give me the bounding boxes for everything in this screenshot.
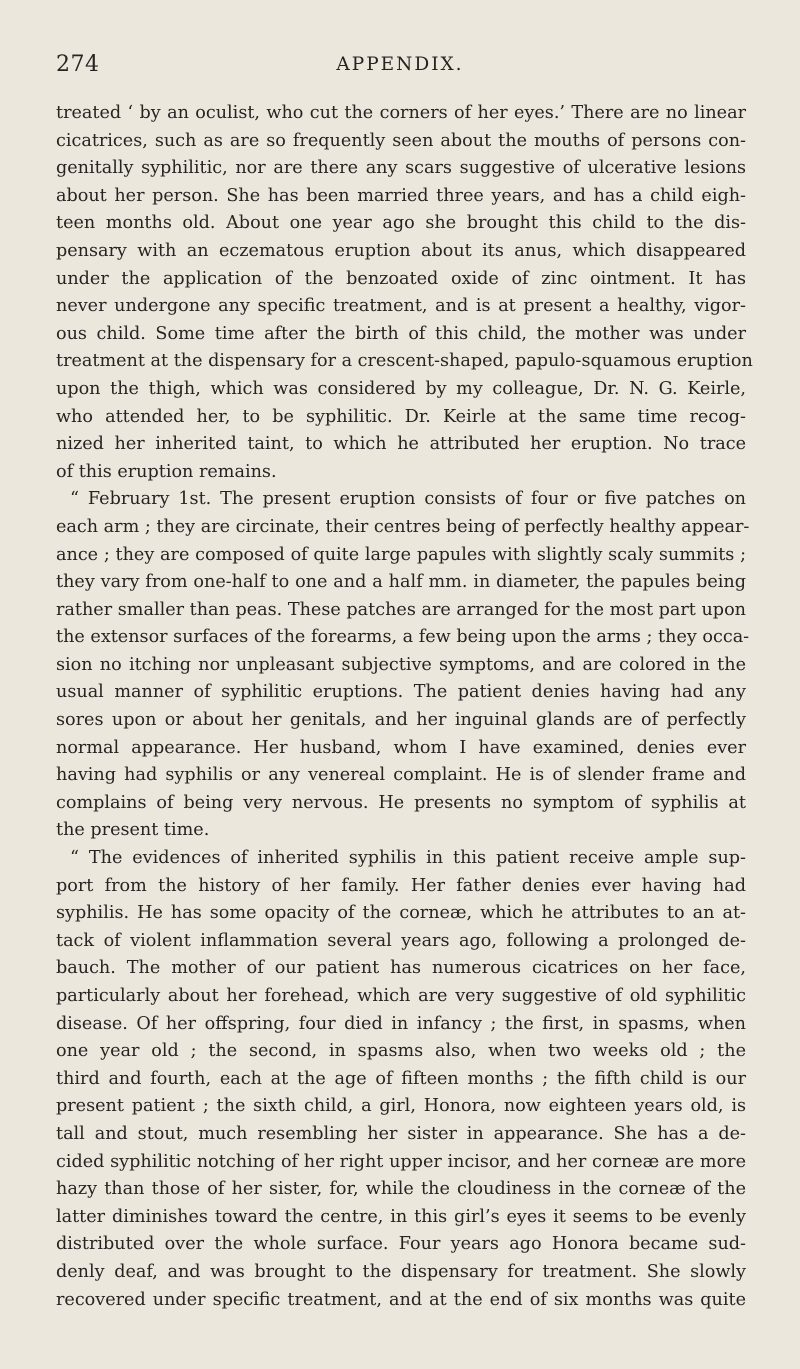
paragraph-end-line: the present time. <box>56 820 210 841</box>
text-line: having had syphilis or any venereal complaint. He is of slender frame and <box>56 765 746 786</box>
text-line: port from the history of her family. Her father denies ever having had <box>56 875 746 896</box>
text-line: particularly about her forehead, which are very suggestive of old syphilitic <box>56 986 746 1006</box>
text-line: treatment at the dispensary for a crescent-shaped, papulo-squamous eruption <box>56 351 753 372</box>
text-line: distributed over the whole surface. Four years ago Honora became sud- <box>56 1234 746 1255</box>
text-line: syphilis. He has some opacity of the corneæ, which he attributes to an at- <box>56 903 746 924</box>
text-line: teen months old. About one year ago she brought this child to the dis- <box>56 213 746 234</box>
text-line: about her person. She has been married three years, and has a child eigh- <box>56 185 746 206</box>
text-line: who attended her, to be syphilitic. Dr. Keirle at the same time recog- <box>56 406 746 427</box>
paragraph-start-line: “ The evidences of inherited syphilis in this patient receive ample sup- <box>70 848 746 869</box>
text-line: present patient ; the sixth child, a girl, Honora, now eighteen years old, is <box>56 1096 746 1117</box>
text-line: disease. Of her offspring, four died in infancy ; the first, in spasms, when <box>56 1013 746 1034</box>
text-line: rather smaller than peas. These patches are arranged for the most part upon <box>56 599 746 620</box>
text-line: pensary with an eczematous eruption about its anus, which disappeared <box>56 240 746 261</box>
paragraph-end-line: of this eruption remains. <box>56 461 277 482</box>
text-line: one year old ; the second, in spasms also, when two weeks old ; the <box>56 1041 746 1062</box>
text-line: usual manner of syphilitic eruptions. The patient denies having had any <box>56 682 746 703</box>
paragraph-start-line: “ February 1st. The present eruption consists of four or five patches on <box>70 489 746 510</box>
text-line: tack of violent inflammation several years ago, following a prolonged de- <box>56 930 746 951</box>
text-line: cided syphilitic notching of her right upper incisor, and her corneæ are more <box>56 1151 746 1172</box>
text-line: ance ; they are composed of quite large papules with slightly scaly summits ; <box>56 544 746 565</box>
text-line: upon the thigh, which was considered by my colleague, Dr. N. G. Keirle, <box>56 378 746 399</box>
text-line: sion no itching nor unpleasant subjective symptoms, and are colored in the <box>56 654 746 675</box>
text-line: never undergone any specific treatment, and is at present a healthy, vigor- <box>56 296 746 317</box>
page-header <box>56 52 744 82</box>
text-line: hazy than those of her sister, for, while the cloudiness in the corneæ of the <box>56 1179 746 1200</box>
body-text <box>56 100 753 1314</box>
text-line: sores upon or about her genitals, and her inguinal glands are of perfectly <box>56 710 746 731</box>
text-line: under the application of the benzoated oxide of zinc ointment. It has <box>56 268 746 289</box>
text-line: each arm ; they are circinate, their centres being of perfectly healthy appear- <box>56 516 750 537</box>
text-line: treated ‘ by an oculist, who cut the corners of her eyes.’ There are no linear <box>56 103 746 123</box>
text-line: normal appearance. Her husband, whom I have examined, denies ever <box>56 737 746 758</box>
text-line: latter diminishes toward the centre, in this girl’s eyes it seems to be evenly <box>56 1206 746 1227</box>
text-line: ous child. Some time after the birth of this child, the mother was under <box>56 323 746 344</box>
page-number: 274 <box>56 52 100 77</box>
text-line: denly deaf, and was brought to the dispensary for treatment. She slowly <box>56 1261 746 1282</box>
text-line: complains of being very nervous. He presents no symptom of syphilis at <box>56 792 746 813</box>
text-line: cicatrices, such as are so frequently seen about the mouths of persons con- <box>56 130 746 151</box>
text-line: recovered under specific treatment, and at the end of six months was quite <box>56 1289 746 1310</box>
text-line: tall and stout, much resembling her sister in appearance. She has a de- <box>56 1123 746 1144</box>
text-line: bauch. The mother of our patient has numerous cicatrices on her face, <box>56 958 746 979</box>
text-line: third and fourth, each at the age of fifteen months ; the fifth child is our <box>56 1068 746 1089</box>
text-line: genitally syphilitic, nor are there any scars suggestive of ulcerative lesions <box>56 158 746 179</box>
text-line: they vary from one-half to one and a half mm. in diameter, the papules being <box>56 572 746 593</box>
text-line: the extensor surfaces of the forearms, a few being upon the arms ; they occa- <box>56 627 750 648</box>
running-title: APPENDIX. <box>336 54 464 75</box>
text-line: nized her inherited taint, to which he attributed her eruption. No trace <box>56 434 746 455</box>
